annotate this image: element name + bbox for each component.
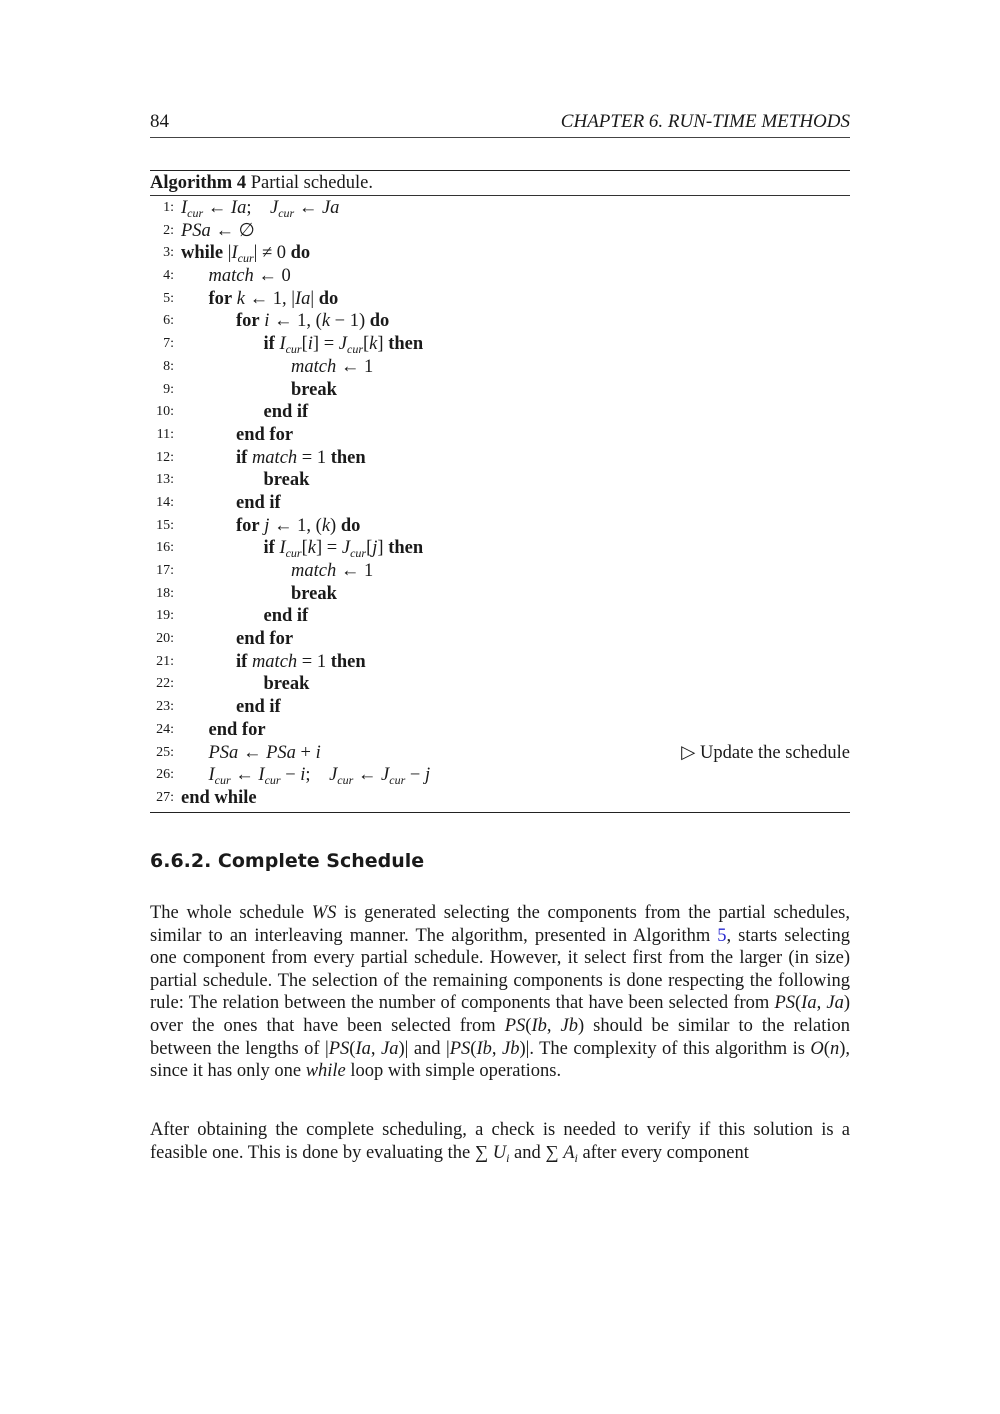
line-code: end while	[181, 787, 257, 808]
line-number: 22:	[156, 676, 174, 692]
algorithm-label: Algorithm 4	[150, 173, 247, 193]
algorithm-line	[150, 310, 850, 333]
line-code: if $I_{cur}[k] = J_{cur}[j]$ then	[263, 538, 424, 561]
algorithm-caption	[150, 171, 850, 196]
algorithm-line	[150, 583, 850, 606]
line-number: 2:	[163, 222, 174, 238]
algorithm-line	[150, 265, 850, 288]
line-code: match ← 1	[291, 561, 374, 581]
line-comment: ▷ Update the schedule	[681, 742, 850, 763]
algorithm-line	[150, 356, 850, 379]
line-code: match ← 0	[208, 266, 291, 287]
line-code: for i ← 1, (k − 1) do	[236, 311, 390, 332]
algorithm-line	[150, 537, 850, 560]
line-number: 26:	[156, 767, 174, 783]
line-number: 4:	[163, 268, 174, 284]
algorithm-line	[150, 379, 850, 402]
line-number: 11:	[156, 426, 174, 442]
line-code: $I_{cur}$ ← $I_{cur} - i$; $J_{cur}$ ← $J_{cur} - j$	[208, 765, 431, 788]
line-code: end if	[263, 402, 309, 423]
line-number: 20:	[156, 631, 174, 647]
line-number: 8:	[163, 358, 174, 374]
algorithm-line	[150, 605, 850, 628]
line-number: 18:	[156, 585, 174, 601]
line-code: for k ← 1, |Ia| do	[208, 288, 339, 309]
algorithm-line	[150, 764, 850, 787]
algorithm-line	[150, 492, 850, 515]
line-number: 10:	[156, 404, 174, 420]
algorithm-lines	[150, 196, 850, 812]
line-code: end for	[236, 629, 294, 650]
line-code: break	[263, 470, 310, 491]
algorithm-line	[150, 742, 850, 765]
algorithm-line	[150, 628, 850, 651]
line-number: 24:	[156, 721, 174, 737]
algorithm-line	[150, 673, 850, 696]
paragraph: After obtaining the complete scheduling, a check is needed to verify if this solution is a feasible one. This is done by evaluating the ∑ $U_i$ and ∑ $A_i$ after every component	[150, 1120, 850, 1165]
line-number: 5:	[163, 290, 174, 306]
line-code: end if	[236, 492, 281, 513]
line-code: break	[263, 674, 310, 695]
line-number: 12:	[156, 449, 174, 465]
algorithm-title: Partial schedule.	[250, 173, 373, 193]
line-number: 1:	[163, 200, 174, 215]
algorithm-line	[150, 560, 850, 583]
paragraph: The whole schedule WS is generated selecting the components from the partial schedules, similar to an interleaving manner. The algorithm, presented in Algorithm 5, starts selecting one component from every partial schedule. However, it select first from the larger (in size) partial schedule. The selection of the remaining components is done respecting the following rule: The relation between the number of components that have been selected from PS(Ia, Ja) over the ones that have been selected from PS(Ib, Jb) should be similar to the relation between the lengths of |PS(Ia, Ja)| and |PS(Ib, Jb)|. The complexity of this algorithm is O(n), since it has only one while loop with simple operations.	[150, 903, 851, 1082]
algorithm-line	[150, 515, 850, 538]
line-code: while $|I_{cur}| \ne 0$ do	[181, 243, 311, 266]
line-code: PSa ← ∅	[181, 220, 255, 241]
algorithm-line	[150, 787, 850, 810]
algorithm-line	[150, 424, 850, 447]
line-code: PSa ← PSa + i	[208, 742, 321, 763]
section-heading: 6.6.2. Complete Schedule	[150, 850, 425, 872]
line-code: break	[291, 379, 337, 400]
algorithm-line	[150, 333, 850, 356]
line-number: 16:	[156, 540, 174, 556]
line-number: 13:	[156, 472, 174, 488]
line-code: if $I_{cur}[i] = J_{cur}[k]$ then	[263, 334, 424, 357]
line-number: 19:	[156, 608, 174, 624]
line-code: end if	[263, 606, 309, 627]
line-code: end for	[208, 719, 266, 740]
line-number: 27:	[156, 789, 174, 805]
algorithm-line	[150, 220, 850, 243]
algorithm-line	[150, 696, 850, 719]
line-number: 21:	[156, 653, 174, 669]
running-header	[150, 111, 850, 138]
page-number: 84	[150, 111, 169, 132]
line-number: 6:	[163, 313, 174, 329]
algorithm-line	[150, 401, 850, 424]
line-code: $I_{cur}$ ← Ia; $J_{cur}$ ← Ja	[181, 198, 340, 220]
line-number: 9:	[163, 381, 174, 397]
algorithm-line	[150, 197, 850, 220]
line-number: 3:	[163, 245, 174, 261]
algorithm-block	[150, 170, 850, 813]
line-code: end if	[236, 697, 281, 718]
line-number: 17:	[156, 563, 174, 578]
line-number: 25:	[156, 744, 174, 760]
line-number: 15:	[156, 517, 174, 533]
line-code: if match = 1 then	[236, 651, 366, 672]
chapter-title: CHAPTER 6. RUN-TIME METHODS	[560, 111, 850, 132]
algorithm-line	[150, 447, 850, 470]
algorithm-line	[150, 651, 850, 674]
algorithm-line	[150, 719, 850, 742]
line-code: match ← 1	[291, 356, 374, 377]
line-number: 14:	[156, 494, 174, 510]
line-number: 7:	[163, 336, 174, 352]
algorithm-line	[150, 469, 850, 492]
line-number: 23:	[156, 699, 174, 715]
line-code: for j ← 1, (k) do	[236, 515, 361, 536]
algorithm-line	[150, 288, 850, 311]
line-code: end for	[236, 424, 294, 445]
algorithm-line	[150, 242, 850, 265]
line-code: if match = 1 then	[236, 447, 366, 468]
line-code: break	[291, 583, 337, 604]
